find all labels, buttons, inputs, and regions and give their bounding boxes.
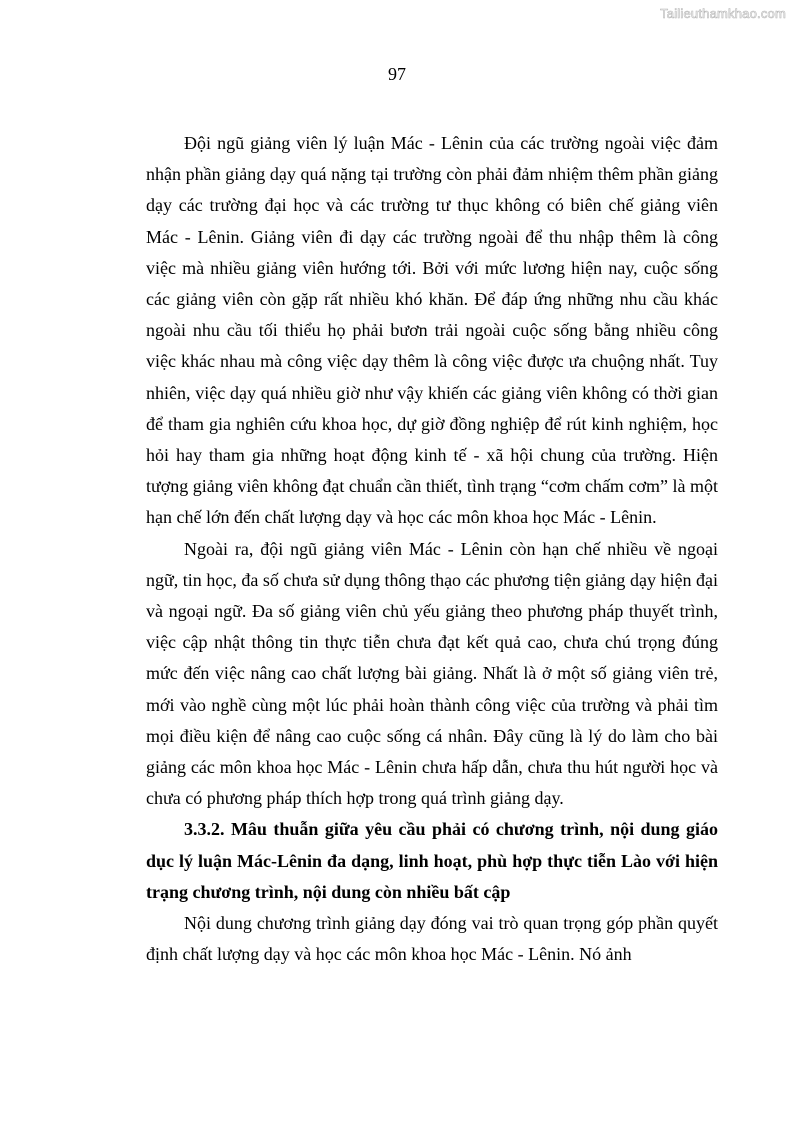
document-body bbox=[146, 128, 718, 970]
page-number: 97 bbox=[388, 64, 406, 84]
paragraph-curriculum: Nội dung chương trình giảng dạy đóng vai trò quan trọng góp phần quyết định chất lượng dạy và học các môn khoa học Mác - Lênin. Nó ảnh bbox=[146, 913, 718, 965]
watermark-text: Tailieuthamkhao.com bbox=[660, 6, 786, 21]
section-heading-3-3-2: 3.3.2. Mâu thuẫn giữa yêu cầu phải có chương trình, nội dung giáo dục lý luận Mác-Lênin đa dạng, linh hoạt, phù hợp thực tiễn Lào với hiện trạng chương trình, nội dung còn nhiều bất cập bbox=[146, 819, 718, 902]
paragraph-limitations: Ngoài ra, đội ngũ giảng viên Mác - Lênin còn hạn chế nhiều về ngoại ngữ, tin học, đa số chưa sử dụng thông thạo các phương tiện giảng dạy hiện đại và ngoại ngữ. Đa số giảng viên chủ yếu giảng theo phương pháp thuyết trình, việc cập nhật thông tin thực tiễn chưa đạt kết quả cao, chưa chú trọng đúng mức đến việc nâng cao chất lượng bài giảng. Nhất là ở một số giảng viên trẻ, mới vào nghề cùng một lúc phải hoàn thành công việc của trường và phải tìm mọi điều kiện để nâng cao cuộc sống cá nhân. Đây cũng là lý do làm cho bài giảng các môn khoa học Mác - Lênin chưa hấp dẫn, chưa thu hút người học và chưa có phương pháp thích hợp trong quá trình giảng dạy. bbox=[146, 538, 718, 809]
paragraph-teaching-staff: Đội ngũ giảng viên lý luận Mác - Lênin của các trường ngoài việc đảm nhận phần giảng dạy quá nặng tại trường còn phải đảm nhiệm thêm phần giảng dạy các trường đại học và các trường tư thục không có biên chế giảng viên Mác - Lênin. Giảng viên đi dạy các trường ngoài để thu nhập thêm là công việc mà nhiều giảng viên hướng tới. Bởi với mức lương hiện nay, cuộc sống các giảng viên còn gặp rất nhiều khó khăn. Để đáp ứng những nhu cầu khác ngoài nhu cầu tối thiểu họ phải bươn trải ngoài cuộc sống bằng nhiều công việc khác nhau mà công việc dạy thêm là công việc được ưa chuộng nhất. Tuy nhiên, việc dạy quá nhiều giờ như vậy khiến các giảng viên không có thời gian để tham gia nghiên cứu khoa học, dự giờ đồng nghiệp để rút kinh nghiệm, học hỏi hay tham gia những hoạt động kinh tế - xã hội chung của trường. Hiện tượng giảng viên không đạt chuẩn cần thiết, tình trạng “cơm chấm cơm” là một hạn chế lớn đến chất lượng dạy và học các môn khoa học Mác - Lênin. bbox=[146, 133, 718, 528]
